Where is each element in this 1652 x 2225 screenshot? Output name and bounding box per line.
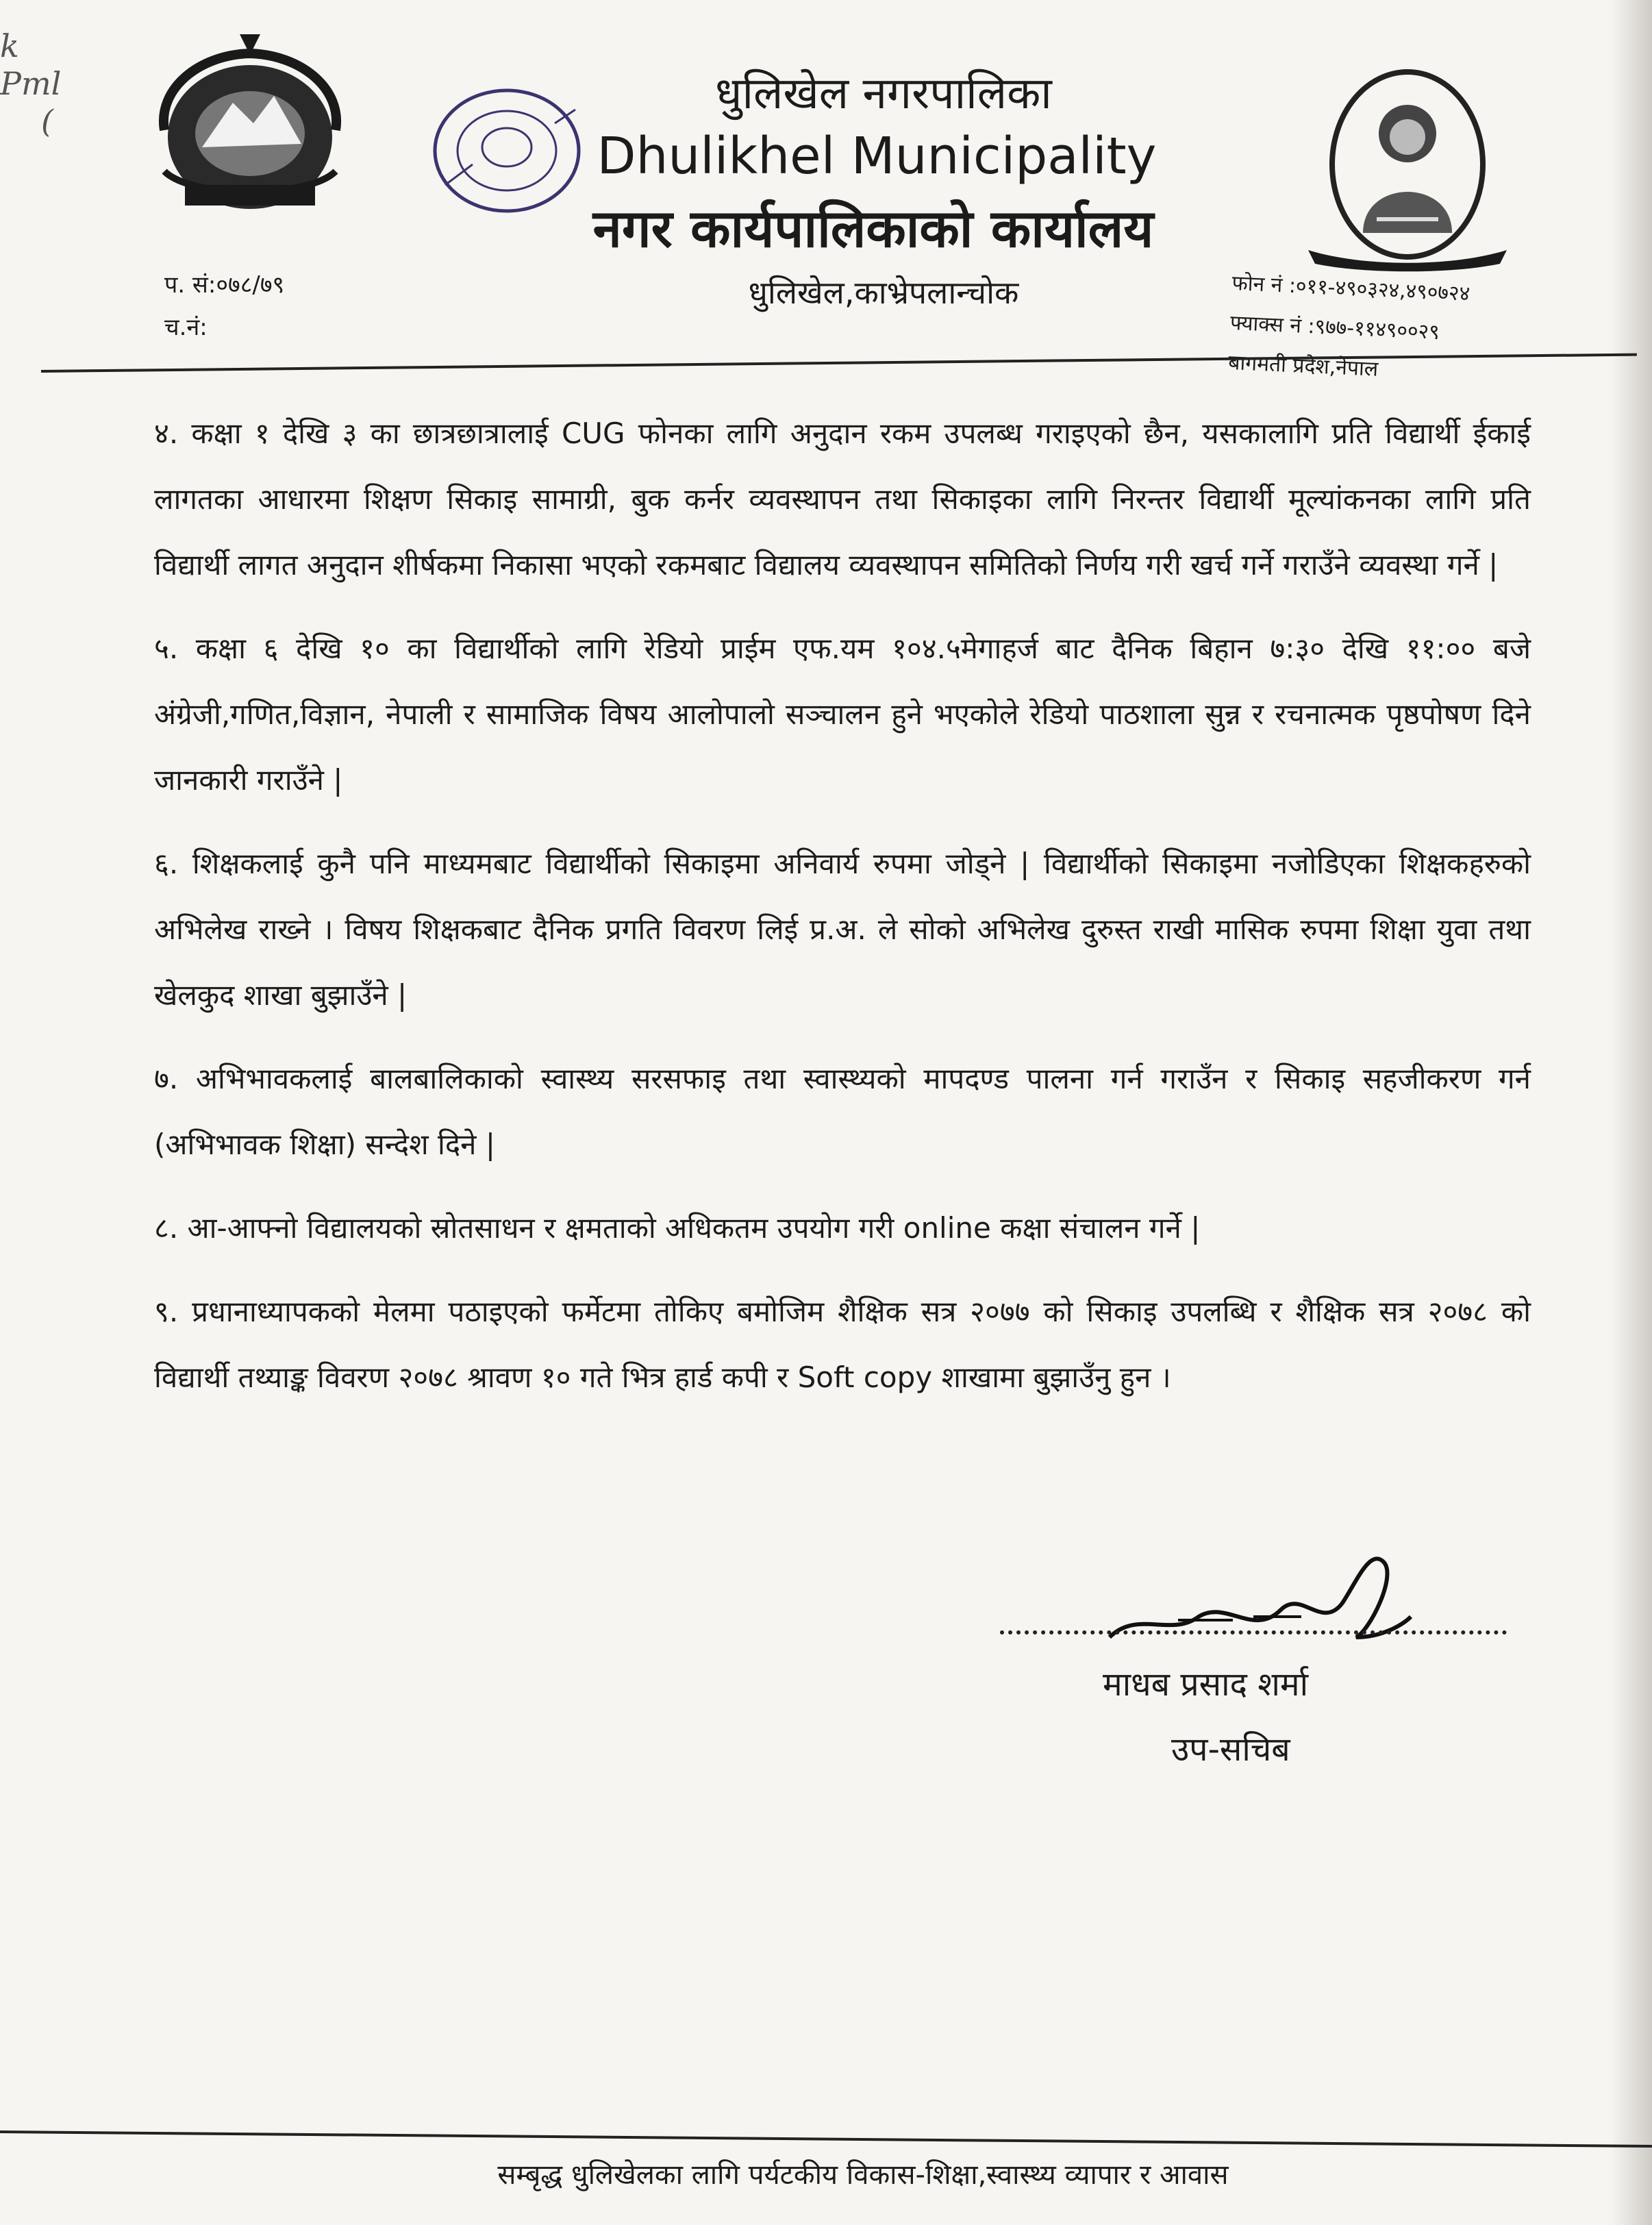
margin-note-line: k xyxy=(0,27,19,64)
signature-dotted-line xyxy=(1000,1630,1507,1634)
scan-edge-shadow xyxy=(1611,0,1652,2225)
paragraph-item-8: ८. आ-आफ्नो विद्यालयको स्रोतसाधन र क्षमताको अधिकतम उपयोग गरी online कक्षा संचालन गर्ने | xyxy=(154,1211,1201,1245)
nepal-emblem-icon xyxy=(137,27,363,226)
office-name: नगर कार्यपालिकाको कार्यालय xyxy=(592,198,1154,259)
office-address: धुलिखेल,काभ्रेपलान्चोक xyxy=(748,274,1019,311)
paragraph-item-6: ६. शिक्षकलाई कुनै पनि माध्यमबाट विद्यार्थीको सिकाइमा अनिवार्य रुपमा जोड्ने | विद्यार्थीको सिकाइमा नजोडिएका शिक्षकहरुको अभिलेख राख्ने । विषय शिक्षकबाट दैनिक प्रगति विवरण लिई प्र.अ. ले सोको अभिलेख दुरुस्त राखी मासिक रुपमा शिक्षा युवा तथा खेलकुद शाखा बुझाउँने | xyxy=(154,847,1531,1012)
phone-number: फोन नं :०११-४९०३२४,४९०७२४ xyxy=(1231,271,1470,306)
margin-note-line: Pml xyxy=(0,65,62,103)
deity-logo-icon xyxy=(1294,69,1520,274)
reference-block xyxy=(164,264,284,349)
footer-divider xyxy=(0,2130,1652,2148)
letter-body xyxy=(154,401,1531,1428)
municipality-name-nepali: धुलिखेल नगरपालिका xyxy=(715,69,1052,119)
province-label: बागमती प्रदेश,नेपाल xyxy=(1227,350,1379,382)
margin-note-line: ( xyxy=(41,103,53,140)
dispatch-number: च.नं: xyxy=(164,314,208,341)
paragraph-item-9: ९. प्रधानाध्यापकको मेलमा पठाइएको फर्मेटमा तोकिए बमोजिम शैक्षिक सत्र २०७७ को सिकाइ उपलब्धि र शैक्षिक सत्र २०७८ को विद्यार्थी तथ्याङ्क विवरण २०७८ श्रावण १० गते भित्र हार्ड कपी र Soft copy शाखामा बुझाउँनु हुन । xyxy=(154,1295,1531,1394)
margin-handwriting xyxy=(0,27,61,141)
signatory-title: उप-सचिब xyxy=(1171,1730,1290,1769)
footer-slogan: सम्बृद्ध धुलिखेलका लागि पर्यटकीय विकास-शिक्षा,स्वास्थ्य व्यापार र आवास xyxy=(497,2159,1229,2191)
reference-number: प. सं:०७८/७९ xyxy=(164,271,285,299)
fax-number: फ्याक्स नं :९७७-११४९००२९ xyxy=(1229,310,1440,345)
paragraph-item-7: ७. अभिभावकलाई बालबालिकाको स्वास्थ्य सरसफाइ तथा स्वास्थ्यको मापदण्ड पालना गर्न गराउँन र सिकाइ सहजीकरण गर्न (अभिभावक शिक्षा) सन्देश दिने | xyxy=(154,1062,1531,1161)
municipality-name-english: Dhulikhel Municipality xyxy=(597,127,1157,186)
contact-block xyxy=(1227,264,1470,394)
paragraph-item-5: ५. कक्षा ६ देखि १० का विद्यार्थीको लागि रेडियो प्राईम एफ.यम १०४.५मेगाहर्ज बाट दैनिक बिहान ७:३० देखि ११:०० बजे अंग्रेजी,गणित,विज्ञान, नेपाली र सामाजिक विषय आलोपालो सञ्चालन हुने भएकोले रेडियो पाठशाला सुन्न र रचनात्मक पृष्ठपोषण दिने जानकारी गराउँने | xyxy=(154,632,1531,797)
paragraph-item-4: ४. कक्षा १ देखि ३ का छात्रछात्रालाई CUG फोनका लागि अनुदान रकम उपलब्ध गराइएको छैन, यसकालागि प्रति विद्यार्थी ईकाई लागतका आधारमा शिक्षण सिकाइ सामाग्री, बुक कर्नर व्यवस्थापन तथा सिकाइका लागि निरन्तर विद्यार्थी मूल्यांकनका लागि प्रति विद्यार्थी लागत अनुदान शीर्षकमा निकासा भएको रकमबाट विद्यालय व्यवस्थापन समितिको निर्णय गरी खर्च गर्ने गराउँने व्यवस्था गर्ने | xyxy=(154,417,1531,582)
signatory-name: माधब प्रसाद शर्मा xyxy=(1103,1665,1309,1704)
